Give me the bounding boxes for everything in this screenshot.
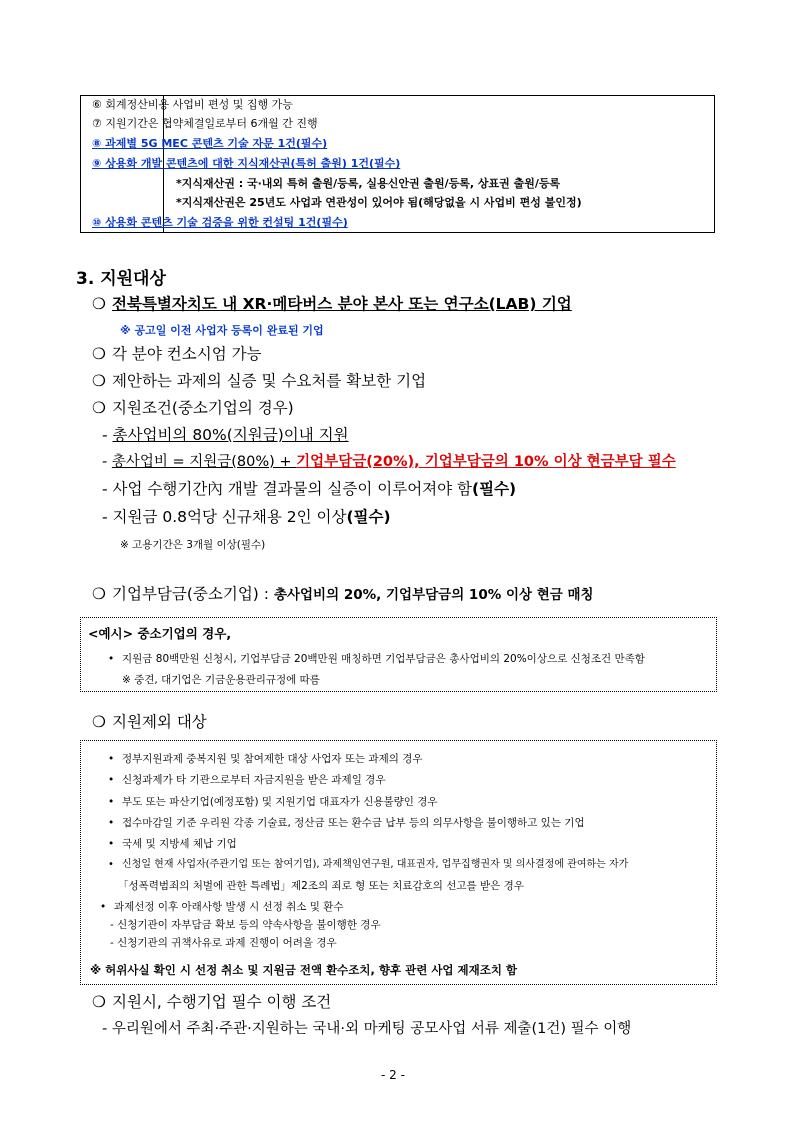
exclusion-sub: - 신청기관이 자부담금 확보 등의 약속사항을 불이행한 경우 (110, 919, 381, 931)
item-note: ※ 공고일 이전 사업자 등록이 완료된 기업 (120, 324, 324, 337)
bullet-icon (108, 653, 122, 665)
bullet-icon (108, 838, 122, 850)
list-item (92, 398, 294, 418)
circle-bullet-icon: ❍ (92, 585, 106, 603)
bullet-icon (108, 817, 122, 829)
circle-bullet-icon: ❍ (92, 295, 106, 313)
circle-bullet-icon: ❍ (92, 345, 106, 363)
page-number: - 2 - (381, 1068, 405, 1082)
example-text: 지원금 80백만원 신청시, 기업부담금 20백만원 매칭하면 기업부담금은 총사업비의 20%이상으로 신청조건 만족함 (122, 653, 645, 665)
example-title: <예시> 중소기업의 경우, (88, 626, 232, 641)
exclusion-line (108, 837, 237, 851)
dash-text: 지원금 0.8억당 신규채용 2인 이상 (112, 508, 347, 526)
dash-text-highlight: 기업부담금(20%), 기업부담금의 10% 이상 현금부담 필수 (296, 454, 676, 470)
dash-text: 총사업비의 80%(지원금)이내 지원 (112, 426, 349, 444)
exclusion-sub: - 신청기관의 귀책사유로 과제 진행이 어려울 경우 (110, 937, 337, 949)
exclusion-line (108, 773, 385, 787)
dash-text-required: (필수) (346, 508, 391, 526)
exclusion-text: 부도 또는 파산기업(예정포함) 및 지원기업 대표자가 신용불량인 경우 (122, 796, 438, 808)
table-row: ⑨ 상용화 개발 콘텐츠에 대한 지식재산권(특허 출원) 1건(필수) (92, 157, 401, 170)
exclusion-line (100, 900, 344, 914)
table-row-note: *지식재산권은 25년도 사업과 연관성이 있어야 됨(해당없을 시 사업비 편성 불인정) (176, 196, 582, 209)
example-note: ※ 중견, 대기업은 기금운용관리규정에 따름 (122, 674, 320, 686)
table-row: ⑦ 지원기간은 협약체결일로부터 6개월 간 진행 (92, 117, 318, 130)
table-row-note: *지식재산권 : 국·내외 특허 출원/등록, 실용신안권 출원/등록, 상표권 출원/등록 (176, 177, 561, 190)
bullet-icon (108, 774, 122, 786)
bullet-icon (100, 901, 114, 913)
list-item (92, 712, 207, 732)
circle-bullet-icon: ❍ (92, 372, 106, 390)
dash-item: - 지원금 0.8억당 신규채용 2인 이상(필수) (102, 508, 391, 526)
list-item (92, 344, 262, 364)
exclusion-line (108, 816, 585, 830)
item-text: 기업부담금(중소기업) : (112, 585, 274, 603)
list-item (92, 584, 594, 605)
exclusion-line (108, 858, 628, 872)
circle-bullet-icon: ❍ (92, 713, 106, 731)
exclusion-line-cont: 「성폭력범죄의 처벌에 관한 특례법」제2조의 죄로 형 또는 치료감호의 선고를 받은 경우 (118, 880, 524, 892)
item-text: 제안하는 과제의 실증 및 수요처를 확보한 기업 (112, 372, 427, 390)
list-item (92, 371, 426, 391)
bullet-icon (108, 859, 122, 870)
item-text: 전북특별자치도 내 XR·메타버스 분야 본사 또는 연구소(LAB) 기업 (112, 295, 572, 313)
list-item (92, 294, 572, 314)
item-text-bold: 총사업비의 20%, 기업부담금의 10% 이상 현금 매칭 (273, 587, 594, 603)
list-item (92, 992, 331, 1012)
bullet-icon (108, 796, 122, 808)
dash-item: - 사업 수행기간內 개발 결과물의 실증이 이루어져야 함(필수) (102, 480, 517, 498)
table-row: ⑧ 과제별 5G MEC 콘텐츠 기술 자문 1건(필수) (92, 137, 328, 150)
exclusion-warning: ※ 허위사실 확인 시 선정 취소 및 지원금 전액 환수조치, 향후 관련 사업 제재조치 함 (90, 963, 518, 977)
item-text: 지원조건(중소기업의 경우) (112, 399, 294, 417)
section-title: 3. 지원대상 (76, 269, 166, 289)
exclusion-text: 신청일 현재 사업자(주관기업 또는 참여기업), 과제책임연구원, 대표권자, 업무집행권자 및 의사결정에 관여하는 자가 (122, 859, 629, 870)
dash-note: ※ 고용기간은 3개월 이상(필수) (120, 539, 266, 551)
exclusion-line (108, 752, 423, 766)
dash-text-required: (필수) (472, 480, 517, 498)
bullet-icon (108, 753, 122, 765)
item-text: 지원제외 대상 (112, 713, 207, 731)
exclusion-text: 접수마감일 기준 우리원 각종 기술료, 정산금 또는 환수금 납부 등의 의무사항을 불이행하고 있는 기업 (122, 817, 585, 829)
dash-item: - 총사업비 = 지원금(80%) + 기업부담금(20%), 기업부담금의 10% 이상 현금부담 필수 (102, 454, 676, 470)
exclusion-text: 국세 및 지방세 체납 기업 (122, 838, 237, 850)
dash-text: 사업 수행기간內 개발 결과물의 실증이 이루어져야 함 (112, 480, 473, 498)
circle-bullet-icon: ❍ (92, 993, 106, 1011)
dash-text: 총사업비 = 지원금(80%) + (111, 454, 297, 470)
example-line (108, 652, 645, 666)
table-row: ⑩ 상용화 콘텐츠 기술 검증을 위한 컨설팅 1건(필수) (92, 216, 348, 229)
item-text: 지원시, 수행기업 필수 이행 조건 (112, 993, 332, 1011)
circle-bullet-icon: ❍ (92, 399, 106, 417)
item-text: 각 분야 컨소시엄 가능 (112, 345, 262, 363)
exclusion-text: 신청과제가 타 기관으로부터 자금지원을 받은 과제일 경우 (122, 774, 386, 786)
conditions-line: - 우리원에서 주최·주관·지원하는 국내·외 마케팅 공모사업 서류 제출(1건) 필수 이행 (102, 1021, 632, 1037)
dash-item: - 총사업비의 80%(지원금)이내 지원 (102, 426, 349, 444)
exclusion-line (108, 795, 438, 809)
exclusion-text: 과제선정 이후 아래사항 발생 시 선정 취소 및 환수 (114, 901, 344, 913)
table-row: ⑥ 회계정산비용 사업비 편성 및 집행 가능 (92, 98, 293, 111)
exclusion-text: 정부지원과제 중복지원 및 참여제한 대상 사업자 또는 과제의 경우 (122, 753, 423, 765)
